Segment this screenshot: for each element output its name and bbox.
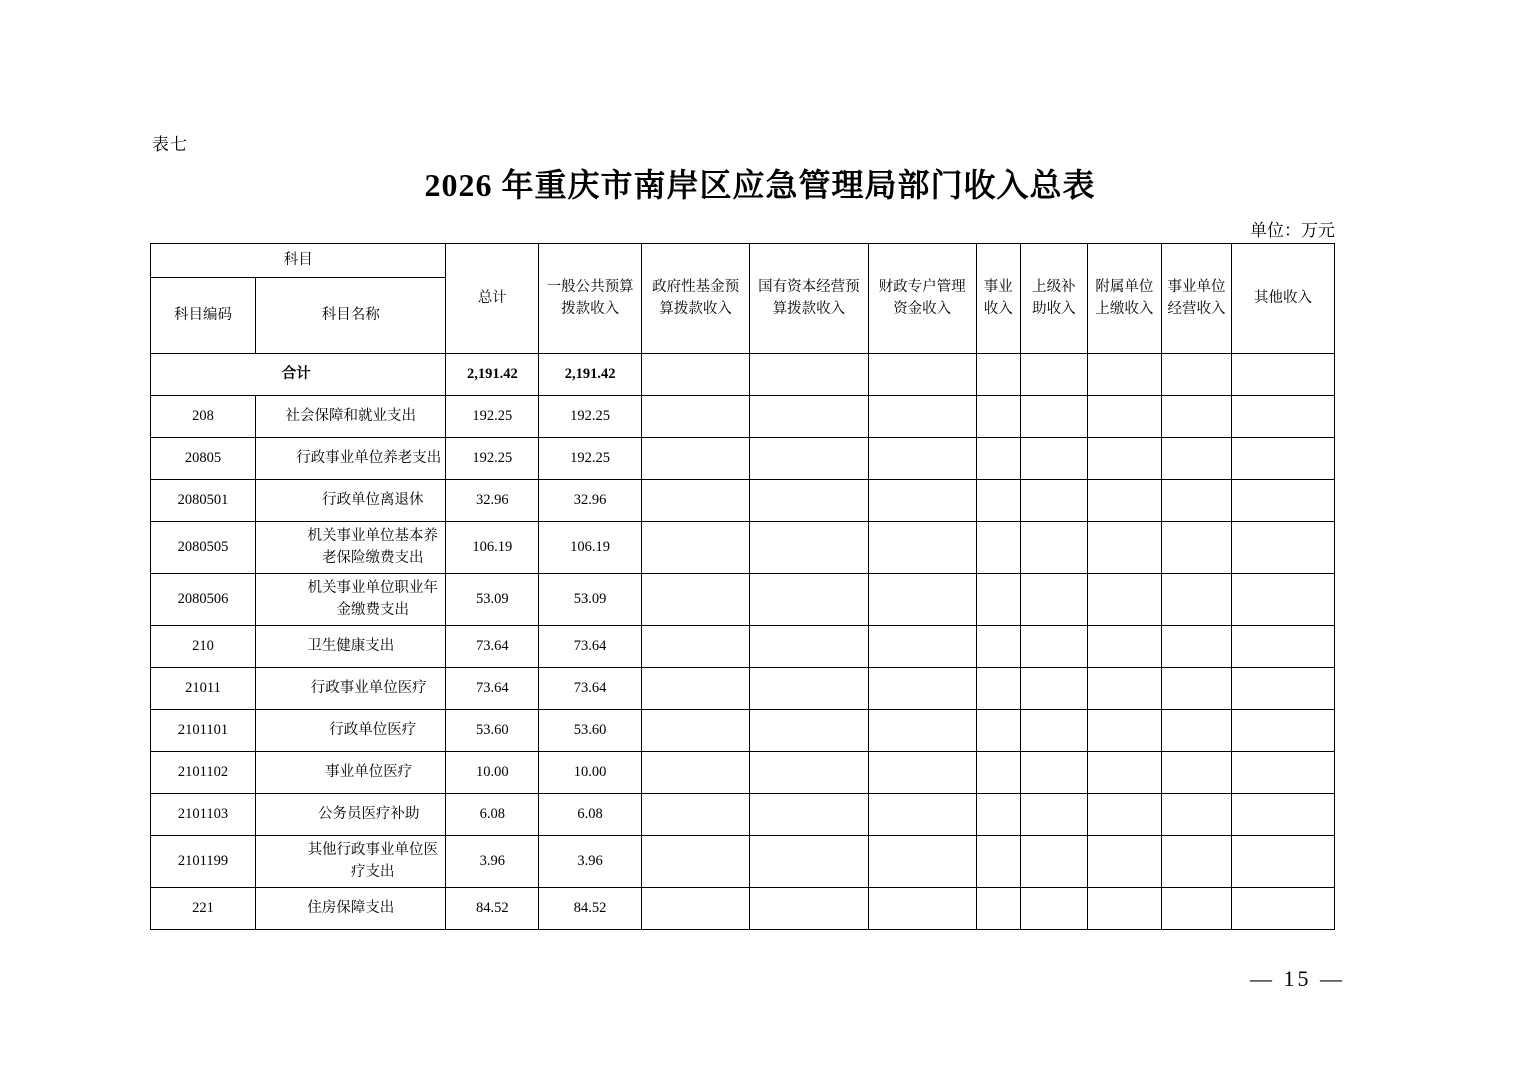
row-gov-fund-budget [642,752,750,794]
row-subject-code: 208 [151,396,256,438]
row-other-income [1231,438,1334,480]
row-subordinate-payment [1087,480,1161,522]
header-general-public-budget: 一般公共预算拨款收入 [539,244,642,354]
row-other-income [1231,480,1334,522]
page-number: — 15 — [1250,966,1345,991]
total-fiscal-account-funds [868,354,976,396]
row-superior-subsidy [1020,710,1087,752]
row-state-capital-budget [750,396,868,438]
row-other-income [1231,888,1334,930]
row-business-operating [1161,574,1231,626]
row-general-public-budget: 84.52 [539,888,642,930]
header-subject-name: 科目名称 [256,278,446,354]
total-general-public-budget: 2,191.42 [539,354,642,396]
row-business-income [976,480,1020,522]
row-business-income [976,574,1020,626]
row-gov-fund-budget [642,794,750,836]
row-subordinate-payment [1087,438,1161,480]
row-other-income [1231,836,1334,888]
header-subject-code: 科目编码 [151,278,256,354]
table-body [151,354,1335,930]
row-subject-code: 21011 [151,668,256,710]
total-gov-fund-budget [642,354,750,396]
row-general-public-budget: 3.96 [539,836,642,888]
total-state-capital-budget [750,354,868,396]
row-state-capital-budget [750,710,868,752]
row-state-capital-budget [750,836,868,888]
row-state-capital-budget [750,480,868,522]
header-business-operating: 事业单位经营收入 [1161,244,1231,354]
row-subject-code: 20805 [151,438,256,480]
header-total: 总计 [446,244,539,354]
row-business-operating [1161,438,1231,480]
row-subordinate-payment [1087,522,1161,574]
table-row [151,888,1335,930]
row-superior-subsidy [1020,480,1087,522]
row-superior-subsidy [1020,888,1087,930]
row-general-public-budget: 6.08 [539,794,642,836]
row-business-operating [1161,522,1231,574]
row-general-public-budget: 73.64 [539,668,642,710]
header-gov-fund-budget: 政府性基金预算拨款收入 [642,244,750,354]
total-business-income [976,354,1020,396]
row-gov-fund-budget [642,836,750,888]
row-business-operating [1161,752,1231,794]
row-business-income [976,710,1020,752]
row-business-income [976,626,1020,668]
row-subject-name: 行政事业单位养老支出 [256,438,446,480]
row-fiscal-account-funds [868,710,976,752]
row-total: 73.64 [446,668,539,710]
row-general-public-budget: 106.19 [539,522,642,574]
table-row [151,574,1335,626]
row-subordinate-payment [1087,752,1161,794]
row-other-income [1231,626,1334,668]
row-business-income [976,522,1020,574]
row-subject-name: 其他行政事业单位医疗支出 [256,836,446,888]
row-subject-name: 住房保障支出 [256,888,446,930]
row-subject-name: 行政单位离退休 [256,480,446,522]
budget-income-table [150,243,1335,930]
row-business-operating [1161,668,1231,710]
row-business-operating [1161,888,1231,930]
row-subject-code: 2101101 [151,710,256,752]
row-other-income [1231,396,1334,438]
row-subject-name: 公务员医疗补助 [256,794,446,836]
row-state-capital-budget [750,794,868,836]
row-fiscal-account-funds [868,438,976,480]
row-gov-fund-budget [642,574,750,626]
row-total: 3.96 [446,836,539,888]
total-subordinate-payment [1087,354,1161,396]
row-gov-fund-budget [642,626,750,668]
table-row [151,668,1335,710]
row-gov-fund-budget [642,668,750,710]
row-subject-code: 2101102 [151,752,256,794]
row-subordinate-payment [1087,626,1161,668]
row-superior-subsidy [1020,794,1087,836]
row-business-operating [1161,396,1231,438]
row-other-income [1231,574,1334,626]
row-gov-fund-budget [642,710,750,752]
row-other-income [1231,668,1334,710]
row-total: 10.00 [446,752,539,794]
row-business-income [976,888,1020,930]
row-fiscal-account-funds [868,574,976,626]
row-business-income [976,668,1020,710]
row-general-public-budget: 192.25 [539,438,642,480]
row-subject-code: 2101103 [151,794,256,836]
table-row [151,438,1335,480]
table-row [151,836,1335,888]
row-superior-subsidy [1020,396,1087,438]
page-title: 2026 年重庆市南岸区应急管理局部门收入总表 [424,167,1096,203]
header-state-capital-budget: 国有资本经营预算拨款收入 [750,244,868,354]
row-subordinate-payment [1087,888,1161,930]
row-state-capital-budget [750,574,868,626]
table-row [151,626,1335,668]
header-business-income: 事业收入 [976,244,1020,354]
row-subordinate-payment [1087,396,1161,438]
row-subject-code: 2080501 [151,480,256,522]
row-general-public-budget: 192.25 [539,396,642,438]
row-subject-code: 2080505 [151,522,256,574]
row-subordinate-payment [1087,668,1161,710]
total-total: 2,191.42 [446,354,539,396]
row-state-capital-budget [750,668,868,710]
row-subordinate-payment [1087,794,1161,836]
row-subject-name: 行政单位医疗 [256,710,446,752]
header-superior-subsidy: 上级补助收入 [1020,244,1087,354]
row-subject-code: 2080506 [151,574,256,626]
row-subject-name: 机关事业单位职业年金缴费支出 [256,574,446,626]
row-general-public-budget: 10.00 [539,752,642,794]
row-fiscal-account-funds [868,668,976,710]
row-total: 32.96 [446,480,539,522]
row-general-public-budget: 53.09 [539,574,642,626]
row-fiscal-account-funds [868,522,976,574]
row-superior-subsidy [1020,836,1087,888]
row-business-income [976,438,1020,480]
row-business-operating [1161,794,1231,836]
row-fiscal-account-funds [868,752,976,794]
row-subject-code: 210 [151,626,256,668]
row-other-income [1231,752,1334,794]
row-total: 106.19 [446,522,539,574]
row-fiscal-account-funds [868,794,976,836]
row-gov-fund-budget [642,438,750,480]
row-subject-code: 2101199 [151,836,256,888]
total-superior-subsidy [1020,354,1087,396]
table-row [151,752,1335,794]
unit-note: 单位：万元 [1250,221,1335,240]
row-total: 53.09 [446,574,539,626]
row-business-operating [1161,480,1231,522]
total-business-operating [1161,354,1231,396]
table-row [151,710,1335,752]
table-row [151,396,1335,438]
table-row [151,480,1335,522]
row-subordinate-payment [1087,574,1161,626]
row-subject-name: 社会保障和就业支出 [256,396,446,438]
table-row [151,522,1335,574]
row-superior-subsidy [1020,574,1087,626]
row-subject-name: 事业单位医疗 [256,752,446,794]
table-row-total [151,354,1335,396]
row-business-income [976,794,1020,836]
row-other-income [1231,794,1334,836]
row-other-income [1231,710,1334,752]
row-fiscal-account-funds [868,888,976,930]
row-business-operating [1161,836,1231,888]
row-general-public-budget: 73.64 [539,626,642,668]
row-state-capital-budget [750,752,868,794]
row-fiscal-account-funds [868,396,976,438]
row-superior-subsidy [1020,752,1087,794]
row-general-public-budget: 53.60 [539,710,642,752]
row-total: 73.64 [446,626,539,668]
row-general-public-budget: 32.96 [539,480,642,522]
row-superior-subsidy [1020,626,1087,668]
row-business-income [976,396,1020,438]
row-fiscal-account-funds [868,836,976,888]
row-total: 192.25 [446,438,539,480]
row-superior-subsidy [1020,668,1087,710]
table-row [151,794,1335,836]
row-business-operating [1161,710,1231,752]
row-total: 6.08 [446,794,539,836]
header-subordinate-payment: 附属单位上缴收入 [1087,244,1161,354]
total-other-income [1231,354,1334,396]
total-label: 合计 [151,354,446,396]
row-gov-fund-budget [642,888,750,930]
row-gov-fund-budget [642,480,750,522]
row-subject-name: 卫生健康支出 [256,626,446,668]
row-subject-code: 221 [151,888,256,930]
row-state-capital-budget [750,626,868,668]
row-superior-subsidy [1020,522,1087,574]
row-subordinate-payment [1087,836,1161,888]
row-other-income [1231,522,1334,574]
row-state-capital-budget [750,438,868,480]
row-state-capital-budget [750,888,868,930]
row-business-income [976,752,1020,794]
row-fiscal-account-funds [868,480,976,522]
row-gov-fund-budget [642,522,750,574]
row-business-income [976,836,1020,888]
row-fiscal-account-funds [868,626,976,668]
row-subordinate-payment [1087,710,1161,752]
header-other-income: 其他收入 [1231,244,1334,354]
header-fiscal-account-funds: 财政专户管理资金收入 [868,244,976,354]
row-total: 192.25 [446,396,539,438]
row-business-operating [1161,626,1231,668]
table-label: 表七 [152,135,188,154]
row-total: 84.52 [446,888,539,930]
row-superior-subsidy [1020,438,1087,480]
row-subject-name: 行政事业单位医疗 [256,668,446,710]
row-state-capital-budget [750,522,868,574]
row-subject-name: 机关事业单位基本养老保险缴费支出 [256,522,446,574]
row-gov-fund-budget [642,396,750,438]
row-total: 53.60 [446,710,539,752]
header-subject-group: 科目 [151,244,446,278]
